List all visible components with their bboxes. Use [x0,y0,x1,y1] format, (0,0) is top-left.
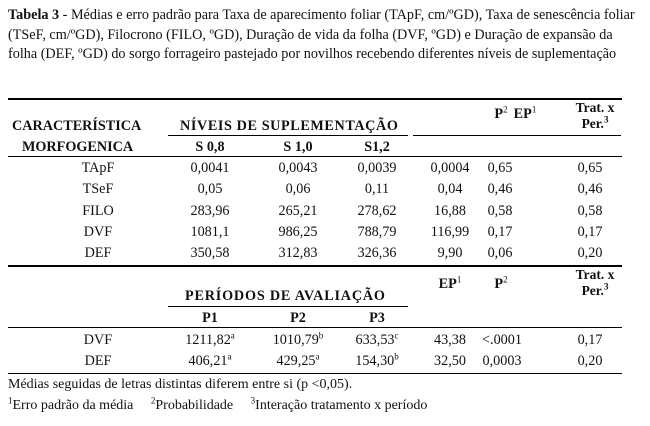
cell: 788,79 [357,224,397,240]
footnote-2: $^2$Probabilidade [150,395,234,413]
group-underline [168,135,408,136]
cell: 0,20 [577,353,603,369]
cell: 1081,1 [190,224,230,240]
col-p3: P3 [369,310,385,326]
cell: 0,46 [577,181,603,197]
cell: 43,38 [434,332,466,348]
table-label: Tabela 3 [8,7,60,23]
section-divider [8,265,622,267]
cell: 312,83 [278,245,318,261]
header-rule [8,156,622,157]
morphogenic-header: MORFOGENICA [22,139,134,155]
row-label: DEF [84,245,112,261]
cell: 986,25 [278,224,318,240]
footnote-1: $^1$Erro padrão da média [8,395,134,413]
cell: 0,0003 [482,353,522,369]
col-s10: S 1,0 [283,139,313,155]
cell: 0,17 [487,224,513,240]
col-s08: S 0,8 [195,139,225,155]
row-label: FILO [82,203,114,219]
cell: 278,62 [357,203,397,219]
cell: 0,17 [577,332,603,348]
row-label: TSeF [82,181,114,197]
cell: 350,58 [190,245,230,261]
cell: 0,0039 [357,160,397,176]
cell: 0,20 [577,245,603,261]
col-p1: P1 [202,310,218,326]
trat-per-header: Trat. x Per.$^3$ [575,100,615,131]
cell: 1010,79$^b$ [272,330,324,348]
footnote-significance: Médias seguidas de letras distintas diferem entre si (p <0,05). [8,377,353,392]
characteristic-header: CARACTERÍSTICA [12,118,142,134]
group-underline-right [413,135,621,136]
cell: 116,99 [430,224,470,240]
row-label: DVF [83,332,113,348]
cell: 633,53$^c$ [355,330,399,348]
evaluation-periods-header: PERÍODOS DE AVALIAÇÃO [185,288,386,304]
cell: 0,65 [577,160,603,176]
supplementation-levels-header: NÍVEIS DE SUPLEMENTAÇÃO [180,118,399,134]
header-rule-2 [8,327,622,328]
footnote-legend [8,397,441,415]
cell: 0,46 [487,181,513,197]
cell: 9,90 [437,245,463,261]
ep-header: $EP^1$ [513,104,537,122]
cell: 0,58 [487,203,513,219]
cell: 0,0043 [278,160,318,176]
cell: 406,21$^a$ [188,351,232,369]
col-p2: P2 [290,310,306,326]
cell: 283,96 [190,203,230,219]
caption-text: - Médias e erro padrão para Taxa de aparecimento foliar (TApF, cm/ºGD), Taxa de senescência foliar (TSeF, cm/ºGD), Filocrono (FILO, ºGD), Duração de vida da folha (DVF, ºGD) e Duração de expansão da folha (DEF, ºGD) do sorgo forrageiro pastejado por novilhos recebendo diferentes níveis de suplementação [8,7,635,62]
trat-per-header-2: Trat. x Per.$^3$ [575,267,615,298]
cell: 0,05 [197,181,223,197]
row-label: DVF [83,224,113,240]
row-label: DEF [84,353,112,369]
cell: 0,11 [364,181,390,197]
table-caption [8,6,640,65]
p-header-2: $P^2$ [494,274,508,292]
cell: 0,0041 [190,160,230,176]
ep-header-2: $EP^1$ [438,274,462,292]
row-label: TApF [81,160,115,176]
group-underline-2 [168,306,408,307]
cell: 0,06 [487,245,513,261]
cell: 326,36 [357,245,397,261]
col-s12: S1,2 [364,139,390,155]
cell: <.0001 [482,332,522,348]
cell: 0,17 [577,224,603,240]
cell: 32,50 [434,353,466,369]
cell: 0,58 [577,203,603,219]
cell: 0,06 [285,181,311,197]
cell: 0,0004 [430,160,470,176]
cell: 154,30$^b$ [355,351,399,369]
footnote-3: $^3$Interação tratamento x período [250,395,428,413]
p-header: $P^2$ [494,104,508,122]
cell: 429,25$^a$ [276,351,320,369]
cell: 0,04 [437,181,463,197]
cell: 265,21 [278,203,318,219]
cell: 0,65 [487,160,513,176]
cell: 16,88 [434,203,466,219]
cell: 1211,82$^a$ [185,330,235,348]
table-bottom-rule [8,373,622,374]
table-top-rule [8,98,622,100]
